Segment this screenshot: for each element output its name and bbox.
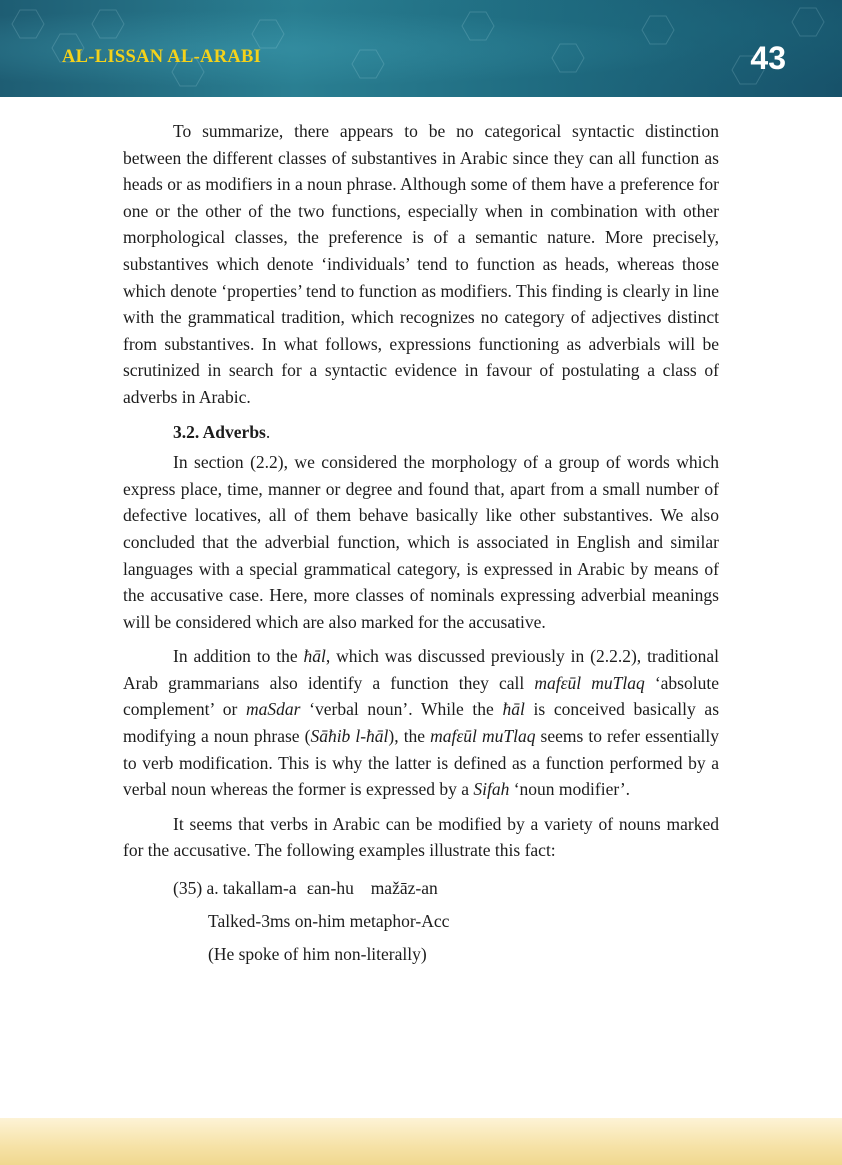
example-word: εan-hu — [306, 878, 354, 899]
text-span: In addition to the — [173, 646, 304, 667]
text-span: ‘verbal noun’. While the — [300, 699, 503, 720]
text-span: is conceived basically as modifying a noun phrase ( — [123, 699, 720, 747]
paragraph-mafeul-mutlaq — [123, 643, 719, 803]
page-body — [123, 118, 719, 971]
term-mafeul-mutlaq: mafεūl muTlaq — [430, 726, 536, 747]
text-span: ‘absolute complement’ or — [123, 672, 719, 720]
section-heading-text: 3.2. Adverbs — [173, 421, 266, 442]
term-hal: ħāl — [303, 646, 326, 667]
text-span: ‘noun modifier’. — [509, 779, 631, 800]
section-heading-period: . — [265, 421, 271, 442]
text-span: ), the — [388, 726, 431, 747]
text-span: , which was discussed previously in (2.2.2), traditional Arab grammarians also identify a function they call — [123, 646, 719, 693]
paragraph-examples-intro: It seems that verbs in Arabic can be modified by a variety of nouns marked for the accusative. The following examples illustrate this fact: — [123, 813, 719, 861]
example-gloss: Talked-3ms on-him metaphor-Acc — [208, 911, 450, 932]
paragraph-summary: To summarize, there appears to be no categorical syntactic distinction between the different classes of substantives in Arabic since they can all function as heads or as modifiers in a noun phrase. Although some of them have a preference for one or the other of the two functions, especially when in combination with other morphological classes, the preference is of a semantic nature. More precisely, substantives which denote ‘individuals’ tend to function as heads, whereas those which denote ‘properties’ tend to function as modifiers. This finding is clearly in line with the grammatical tradition, which recognizes no category of adjectives distinct from substantives. In what follows, expressions functioning as adverbials will be scrutinized in search for a syntactic evidence in favour of postulating a class of adverbs in Arabic. — [123, 121, 719, 407]
term-mafeul-mutlaq: mafεūl muTlaq — [534, 672, 645, 693]
term-sifah: Sifah — [473, 779, 510, 800]
term-masdar: maSdar — [246, 699, 301, 720]
page-footer-band — [0, 1118, 842, 1165]
term-sahib-l-hal: Sāħib l-ħāl — [310, 726, 389, 747]
example-word: takallam-a — [222, 878, 297, 899]
page-number: 43 — [750, 40, 786, 76]
term-hal: ħāl — [502, 699, 525, 720]
paragraph-adverbs-intro: In section (2.2), we considered the morphology of a group of words which express place, time, manner or degree and found that, apart from a small number of defective locatives, all of them behave basically like other substantives. We also concluded that the adverbial function, which is associated in English and similar languages with a special grammatical category, is expressed in Arabic by means of the accusative case. Here, more classes of nominals expressing adverbial meanings will be considered which are also marked for the accusative. — [123, 452, 719, 632]
example-translation: (He spoke of him non-literally) — [208, 944, 427, 965]
example-word: mažāz-an — [370, 878, 438, 899]
journal-title: AL-LISSAN AL-ARABI — [62, 47, 262, 67]
text-span: seems to refer essentially to verb modification. This is why the latter is defined as a function performed by a verbal noun whereas the former is expressed by a — [123, 726, 719, 800]
example-arabic-line — [123, 872, 719, 905]
example-label: (35) a. — [173, 878, 219, 899]
example-35 — [123, 872, 719, 971]
page-header-band — [0, 0, 842, 97]
section-heading — [123, 419, 719, 446]
